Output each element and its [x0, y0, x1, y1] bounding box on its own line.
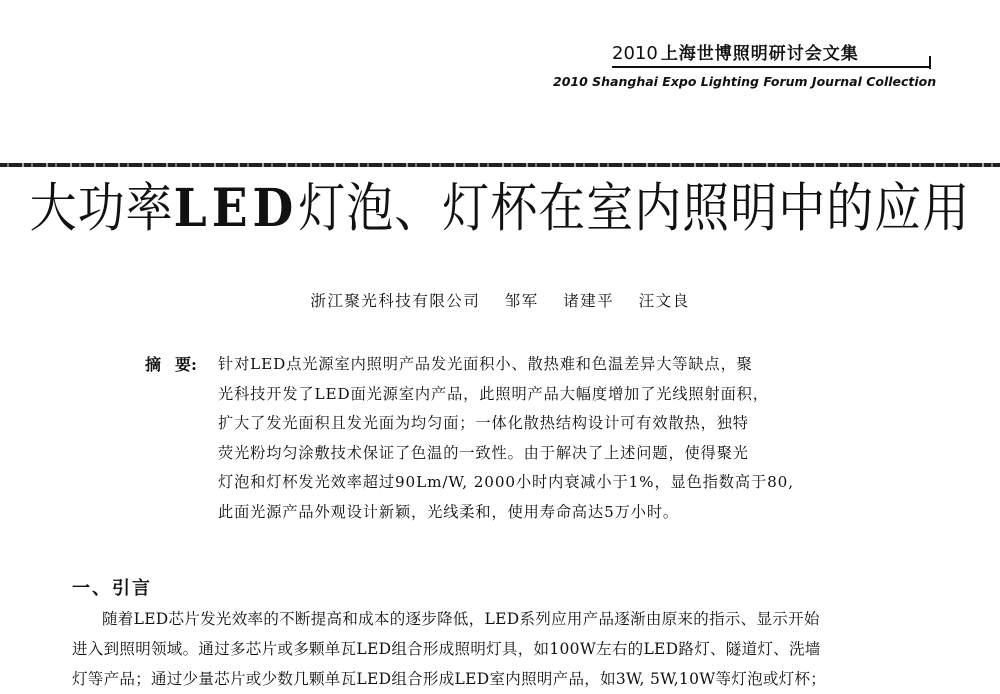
abstract-line: 荧光粉均匀涂敷技术保证了色温的一致性。由于解决了上述问题，使得聚光 — [218, 443, 749, 462]
abstract-line: 此面光源产品外观设计新颖，光线柔和，使用寿命高达5万小时。 — [218, 502, 680, 521]
running-header-en: 2010 Shanghai Expo Lighting Forum Journal Collection — [553, 74, 937, 89]
title-rule-divider — [0, 163, 1000, 167]
author-name: 诸建平 — [563, 292, 615, 310]
title-prefix: 大功率 — [29, 177, 174, 240]
running-header-cn — [612, 44, 930, 68]
abstract-line: 针对LED点光源室内照明产品发光面积小、散热难和色温差异大等缺点，聚 — [218, 355, 753, 373]
abstract-body — [218, 350, 868, 527]
abstract-label-char1: 摘 — [145, 355, 162, 374]
author-name: 汪文良 — [638, 292, 690, 310]
abstract-label — [145, 352, 197, 375]
title-suffix: 灯泡、灯杯在室内照明中的应用 — [298, 177, 971, 240]
body-line: 灯等产品；通过少量芯片或少数几颗单瓦LED组合形成LED室内照明产品，如3W, 5W,10W等灯泡或灯杯； — [72, 670, 827, 688]
abstract-line: 光科技开发了LED面光源室内产品，此照明产品大幅度增加了光线照射面积， — [218, 384, 769, 403]
body-line: 随着LED芯片发光效率的不断提高和成本的逐步降低，LED系列应用产品逐渐由原来的指示、显示开始 — [102, 610, 820, 628]
author-line — [0, 289, 1000, 311]
section-heading-introduction: 一、引言 — [72, 578, 152, 599]
affiliation: 浙江聚光科技有限公司 — [310, 292, 481, 310]
abstract-line: 扩大了发光面积且发光面为均匀面；一体化散热结构设计可有效散热，独特 — [218, 414, 749, 432]
title-latin: LED — [173, 177, 299, 240]
header-series-cn: 上海世博照明研讨会文集 — [660, 44, 859, 64]
body-line: 进入到照明领域。通过多芯片或多颗单瓦LED组合形成照明灯具，如100W左右的LED路灯、隧道灯、洗墙 — [72, 640, 821, 658]
abstract-line: 灯泡和灯杯发光效率超过90Lm/W, 2000小时内衰减小于1%，显色指数高于80, — [218, 473, 794, 491]
abstract-label-char2: 要: — [175, 355, 197, 374]
section-body — [72, 604, 1000, 694]
header-corner-mark — [929, 56, 931, 69]
header-year: 2010 — [612, 43, 658, 64]
author-name: 邹军 — [504, 292, 539, 310]
paper-title — [0, 170, 1000, 248]
